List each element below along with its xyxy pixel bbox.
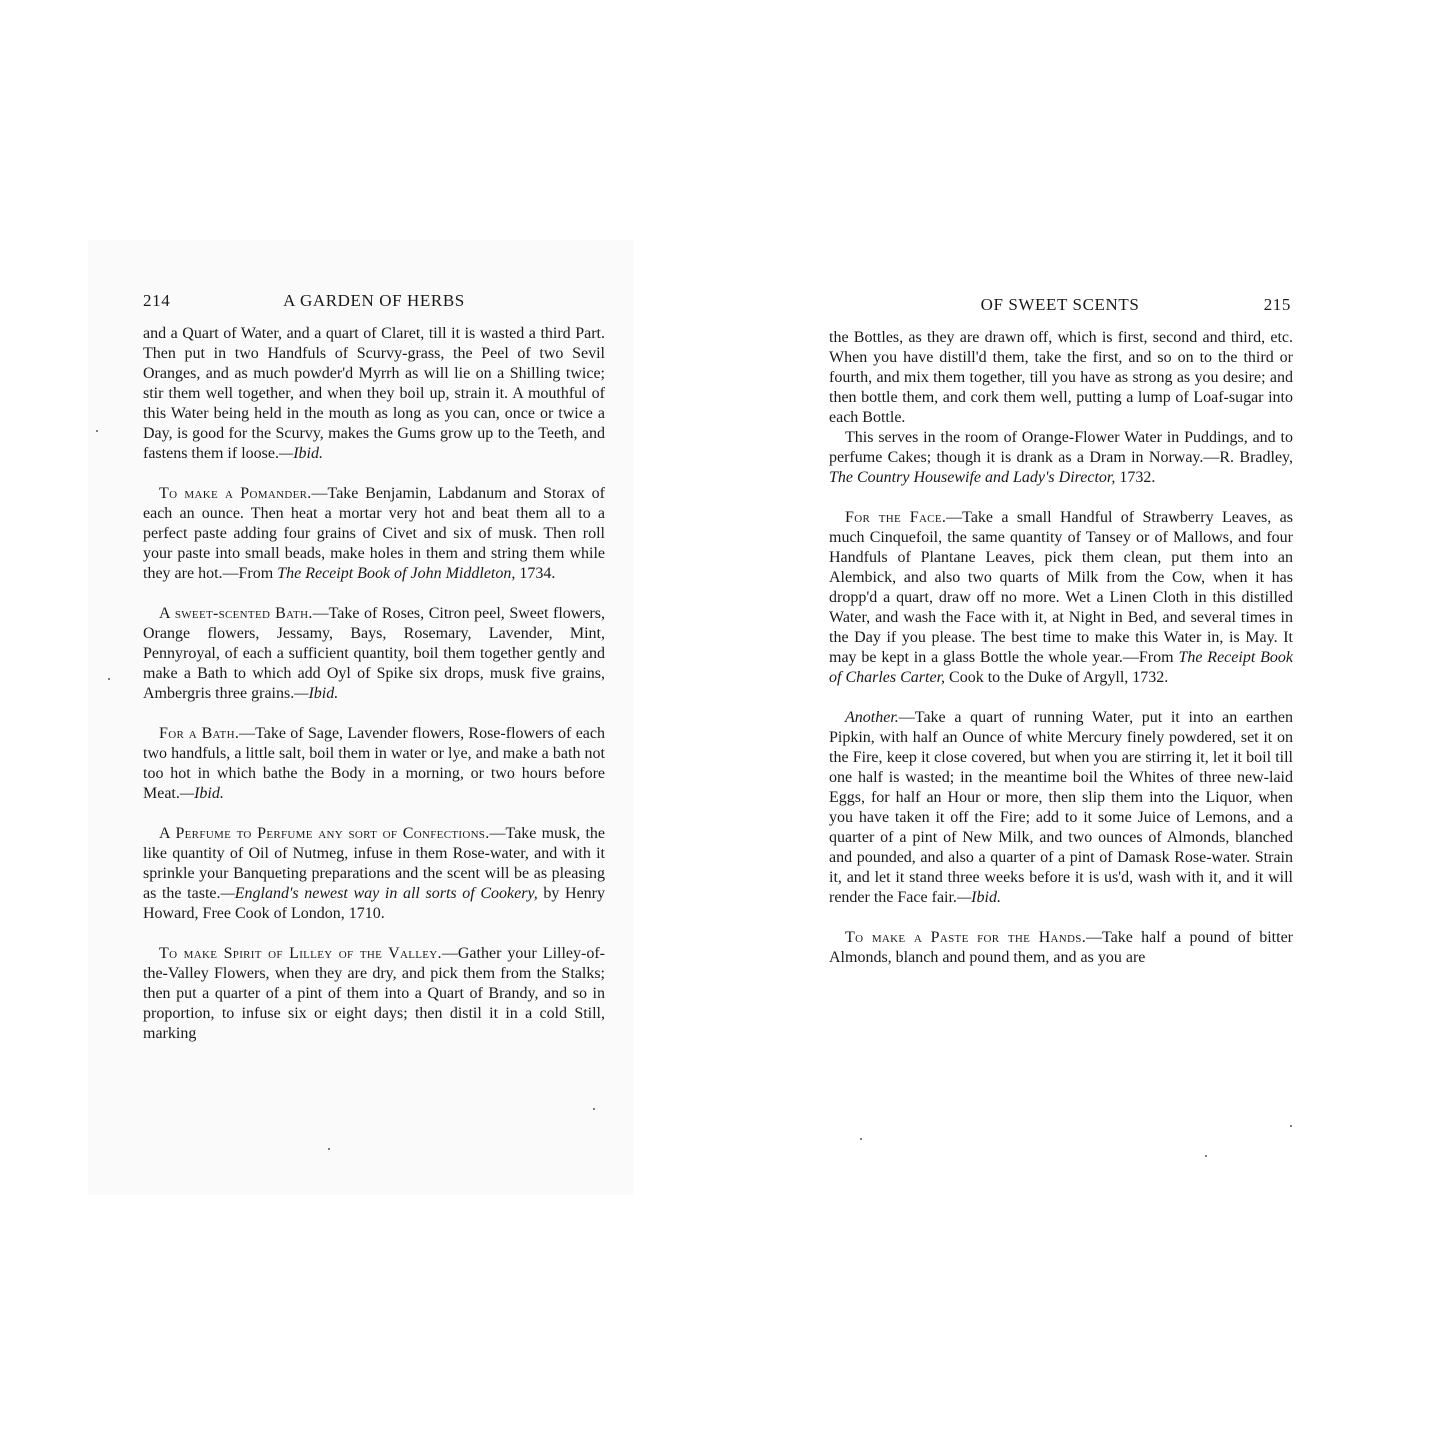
paragraph: the Bottles, as they are drawn off, which is first, second and third, etc. When you have distill'd them, take the first, and so on to the third or fourth, and mix them together, till you have as strong as you desire; and then bottle them, and cork them well, putting a lump of Loaf-sugar into each Bottle. bbox=[829, 329, 1293, 426]
left-running-head bbox=[143, 286, 605, 316]
paragraph: and a Quart of Water, and a quart of Claret, till it is wasted a third Part. Then put in two Handfuls of Scurvy-grass, the Peel of two Sevil Oranges, and as much powder'd Myrrh as will lie on a Shilling twice; stir them well together, and when they boil up, strain it. A mouthful of this Water being held in the mouth as long as you can, once or twice a Day, is good for the Scurvy, makes the Gums grow up to the Teeth, and fastens them if loose.—Ibid. bbox=[143, 325, 605, 462]
paper-speck bbox=[593, 1108, 595, 1110]
left-running-title: A GARDEN OF HERBS bbox=[283, 291, 465, 310]
recipe-heading: For the Face. bbox=[845, 509, 947, 526]
paragraph: Another.—Take a quart of running Water, put it into an earthen Pipkin, with half an Ounce of white Mercury finely powdered, set it on the Fire, keep it close covered, but when you are stirring it, let it boil till one half is wasted; in the meantime boil the Whites of three new-laid Eggs, for half an Hour or more, then slip them into the Liquor, when you have taken it off the Fire; add to it some Juice of Lemons, and a quarter of a pint of New Milk, and two ounces of Almonds, blanched and pounded, and also a quarter of a pint of Damask Rose-water. Strain it, and let it stand three weeks before it is us'd, wash with it, and it will render the Face fair.—Ibid. bbox=[829, 709, 1293, 906]
recipe-heading: A sweet-scented Bath. bbox=[159, 605, 313, 622]
left-page bbox=[88, 240, 633, 1195]
paragraph: To make a Pomander.—Take Benjamin, Labdanum and Storax of each an ounce. Then heat a mortar very hot and beat them all to a perfect paste adding four grains of Civet and six of musk. Then roll your paste into small beads, make holes in them and string them while they are hot.—From The Receipt Book of John Middleton, 1734. bbox=[143, 485, 605, 582]
paper-speck bbox=[328, 1148, 330, 1150]
left-page-number: 214 bbox=[143, 291, 171, 310]
recipe-heading: To make a Paste for the Hands. bbox=[845, 929, 1087, 946]
paper-speck bbox=[1205, 1155, 1207, 1157]
right-page bbox=[760, 240, 1360, 1195]
right-running-head bbox=[829, 290, 1291, 320]
paragraph: A Perfume to Perfume any sort of Confections.—Take musk, the like quantity of Oil of Nutmeg, infuse in them Rose-water, and with it sprinkle your Banqueting preparations and the scent will be as pleasing as the taste.—England's newest way in all sorts of Cookery, by Henry Howard, Free Cook of London, 1710. bbox=[143, 825, 606, 922]
paper-speck bbox=[96, 430, 98, 432]
right-page-number: 215 bbox=[1263, 295, 1291, 314]
recipe-heading: Another. bbox=[845, 709, 899, 726]
right-text-block bbox=[829, 328, 1293, 978]
paragraph: For a Bath.—Take of Sage, Lavender flowers, Rose-flowers of each two handfuls, a little salt, boil them in water or lye, and make a bath not too hot in which bathe the Body in a morning, or two hours before Meat.—Ibid. bbox=[143, 725, 605, 802]
recipe-heading: A Perfume to Perfume any sort of Confections. bbox=[159, 825, 490, 842]
paragraph: To make a Paste for the Hands.—Take half a pound of bitter Almonds, blanch and pound them, and as you are bbox=[829, 929, 1294, 966]
recipe-heading: To make Spirit of Lilley of the Valley. bbox=[159, 945, 442, 962]
paragraph: A sweet-scented Bath.—Take of Roses, Citron peel, Sweet flowers, Orange flowers, Jessamy, Bays, Rosemary, Lavender, Mint, Pennyroyal, of each a sufficient quantity, boil them together gently and make a Bath to which add Oyl of Spike six drops, musk five grains, Ambergris three grains.—Ibid. bbox=[143, 605, 605, 702]
paper-speck bbox=[1290, 1125, 1292, 1127]
paper-speck bbox=[108, 678, 110, 680]
paragraph: To make Spirit of Lilley of the Valley.—Gather your Lilley-of-the-Valley Flowers, when they are dry, and pick them from the Stalks; then put a quarter of a pint of them into a Quart of Brandy, and so in proportion, to infuse six or eight days; then distil it in a cold Still, marking bbox=[143, 945, 605, 1042]
paragraph: For the Face.—Take a small Handful of Strawberry Leaves, as much Cinquefoil, the same quantity of Tansey or of Mallows, and four Handfuls of Plantane Leaves, pick them clean, put them into an Alembick, and also two quarts of Milk from the Cow, when it has dropp'd a quart, draw off no more. Wet a Linen Cloth in this distilled Water, and wash the Face with it, at Night in Bed, and several times in the Day if you please. The best time to make this Water in, is May. It may be kept in a glass Bottle the whole year.—From The Receipt Book of Charles Carter, Cook to the Duke of Argyll, 1732. bbox=[829, 509, 1294, 686]
left-text-block bbox=[143, 324, 605, 1054]
paper-speck bbox=[860, 1138, 862, 1140]
paragraph: This serves in the room of Orange-Flower Water in Puddings, and to perfume Cakes; though it is drank as a Dram in Norway.—R. Bradley, The Country Housewife and Lady's Director, 1732. bbox=[829, 429, 1293, 486]
recipe-heading: To make a Pomander. bbox=[159, 485, 312, 502]
recipe-heading: For a Bath. bbox=[159, 725, 240, 742]
right-running-title: OF SWEET SCENTS bbox=[980, 295, 1140, 314]
